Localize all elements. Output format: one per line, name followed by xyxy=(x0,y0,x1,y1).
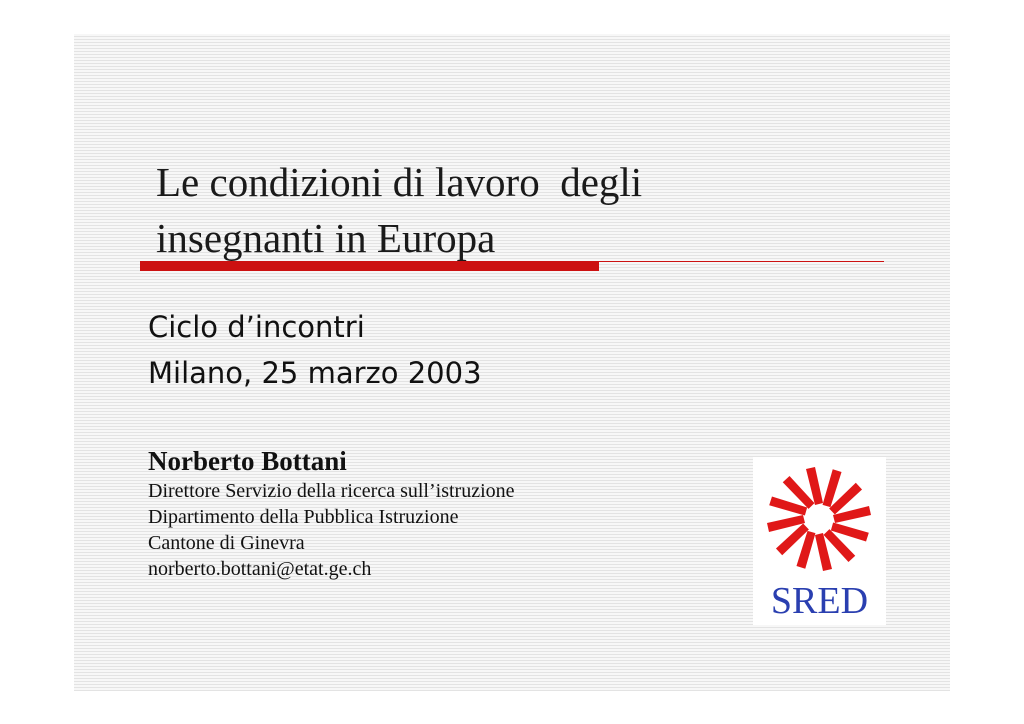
red-swirl-star-icon xyxy=(753,457,886,581)
sred-logo xyxy=(753,457,886,625)
author-block xyxy=(148,444,515,582)
slide xyxy=(74,34,950,691)
author-role: Direttore Servizio della ricerca sull’istruzione xyxy=(148,480,515,502)
subtitle-event: Ciclo d’incontri xyxy=(148,310,365,344)
author-email[interactable]: norberto.bottani@etat.ge.ch xyxy=(148,558,372,580)
author-canton: Cantone di Ginevra xyxy=(148,532,305,554)
author-name: Norberto Bottani xyxy=(148,446,347,476)
slide-title-line-1: Le condizioni di lavoro degli xyxy=(156,159,643,205)
logo-text: SRED xyxy=(770,580,869,622)
subtitle xyxy=(148,304,482,396)
slide-title xyxy=(156,154,856,266)
subtitle-date-place: Milano, 25 marzo 2003 xyxy=(148,356,482,390)
author-department: Dipartimento della Pubblica Istruzione xyxy=(148,506,459,528)
slide-title-line-2: insegnanti in Europa xyxy=(156,215,496,261)
title-underline-thick xyxy=(140,262,599,271)
